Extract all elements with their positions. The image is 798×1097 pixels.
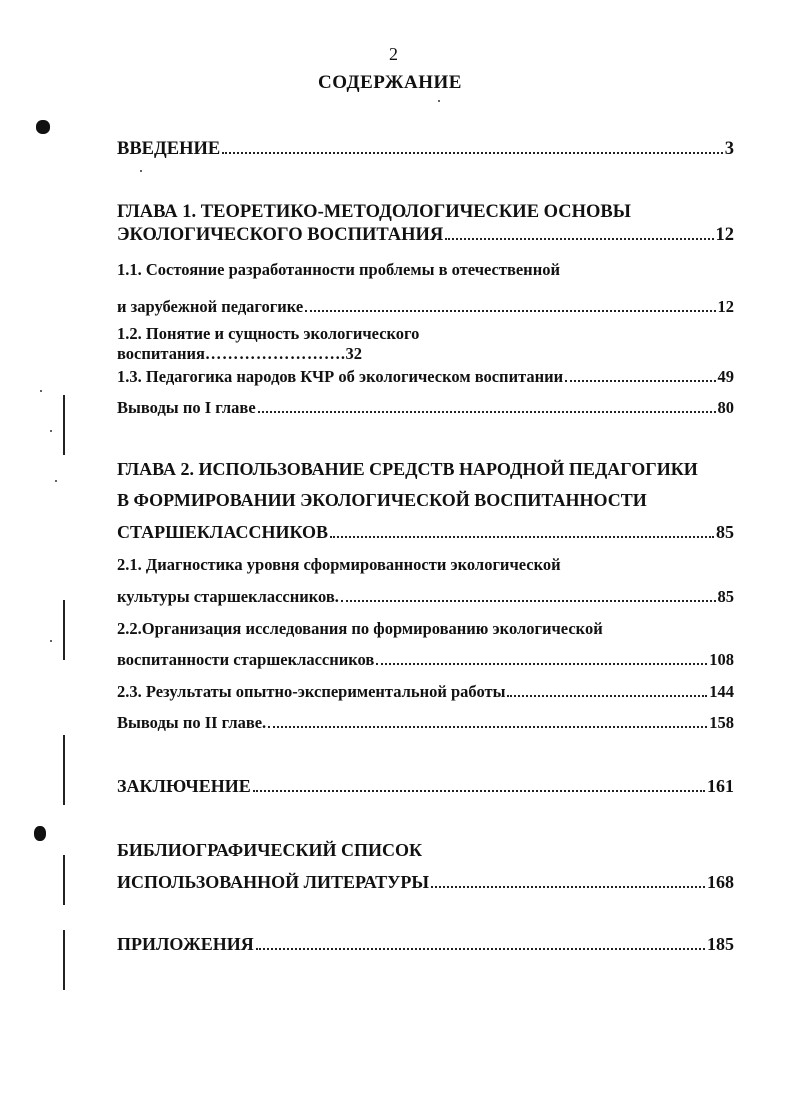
scan-speck: [140, 170, 142, 172]
toc-label: воспитанности старшеклассников: [117, 650, 375, 669]
page-title: СОДЕРЖАНИЕ: [318, 72, 462, 93]
toc-label: 2.3. Результаты опытно-экспериментальной работы: [117, 682, 506, 701]
toc-conclusion-ch1: [117, 398, 734, 418]
toc-entry-conclusion: [117, 776, 734, 797]
toc-page: 3: [724, 139, 734, 159]
toc-section-2-3: [117, 682, 734, 702]
toc-label: 1.1. Состояние разработанности проблемы в отечественной: [117, 260, 560, 279]
toc-label: культуры старшеклассников.: [117, 587, 339, 606]
toc-label: 1.3. Педагогика народов КЧР об экологическом воспитании: [117, 367, 564, 386]
leader-dots: [330, 536, 714, 538]
toc-section-1-1-line1: [117, 260, 560, 280]
toc-page: 185: [707, 934, 734, 954]
leader-dots: [445, 238, 713, 240]
leader-dots: [258, 411, 716, 413]
toc-page: 80: [717, 398, 734, 417]
leader-dots: [341, 600, 716, 602]
scan-speck: [55, 480, 57, 482]
toc-section-1-2-line1: [117, 324, 419, 344]
toc-label: ВВЕДЕНИЕ: [117, 139, 221, 159]
scan-speck: [438, 100, 440, 102]
toc-label: 2.1. Диагностика уровня сформированности экологической: [117, 555, 561, 574]
toc-label: ГЛАВА 2. ИСПОЛЬЗОВАНИЕ СРЕДСТВ НАРОДНОЙ ПЕДАГОГИКИ: [117, 459, 698, 479]
toc-label: ГЛАВА 1. ТЕОРЕТИКО-МЕТОДОЛОГИЧЕСКИЕ ОСНОВЫ: [117, 202, 631, 222]
toc-label: и зарубежной педагогике: [117, 297, 304, 316]
leader-dots: [431, 886, 705, 888]
toc-page: 32: [345, 344, 363, 363]
toc-section-2-2-line1: [117, 619, 603, 639]
page-number: 2: [389, 44, 398, 64]
toc-page: 161: [707, 776, 734, 796]
toc-entry-appendix: [117, 934, 734, 955]
toc-page: 85: [716, 522, 734, 542]
leader-dots: [376, 663, 707, 665]
leader-dots: [256, 948, 705, 950]
binder-hole-mark: [36, 120, 50, 134]
toc-page: 158: [709, 713, 734, 732]
toc-bibliography-line1: [117, 840, 422, 861]
toc-chapter2-line2: [117, 490, 647, 511]
toc-label: ИСПОЛЬЗОВАННОЙ ЛИТЕРАТУРЫ: [117, 872, 430, 892]
leader-dots: [507, 695, 707, 697]
toc-label: воспитания: [117, 344, 205, 363]
toc-chapter2-line3: [117, 522, 734, 543]
toc-label: В ФОРМИРОВАНИИ ЭКОЛОГИЧЕСКОЙ ВОСПИТАННОСТИ: [117, 490, 647, 510]
toc-chapter1-line1: [117, 202, 631, 223]
toc-chapter1-line2: [117, 225, 734, 246]
toc-page: 12: [715, 225, 734, 245]
margin-scan-line: [63, 855, 65, 905]
margin-scan-line: [63, 395, 65, 455]
leader-dots: [305, 310, 715, 312]
toc-page: 49: [717, 367, 734, 386]
toc-bibliography-line2: [117, 872, 734, 893]
toc-section-1-1-line2: [117, 297, 734, 317]
toc-page: 85: [717, 587, 734, 606]
toc-entry-intro: [117, 139, 734, 160]
margin-scan-line: [63, 600, 65, 660]
leader-dots: …………………….: [204, 344, 346, 363]
toc-section-2-1-line1: [117, 555, 561, 575]
toc-page: 168: [707, 872, 734, 892]
toc-page: 108: [709, 650, 734, 669]
scan-speck: [50, 640, 52, 642]
toc-label: СТАРШЕКЛАССНИКОВ: [117, 522, 329, 542]
scan-speck: [50, 430, 52, 432]
toc-label: ЗАКЛЮЧЕНИЕ: [117, 776, 251, 796]
leader-dots: [268, 726, 707, 728]
scan-speck: [40, 390, 42, 392]
toc-label: БИБЛИОГРАФИЧЕСКИЙ СПИСОК: [117, 840, 423, 860]
toc-section-2-2-line2: [117, 650, 734, 670]
toc-chapter2-line1: [117, 459, 698, 480]
margin-scan-line: [63, 930, 65, 990]
binder-hole-mark: [34, 826, 46, 841]
toc-label: ПРИЛОЖЕНИЯ: [117, 934, 254, 954]
toc-page: 144: [709, 682, 734, 701]
toc-section-1-2-line2: [117, 344, 362, 364]
toc-label: ЭКОЛОГИЧЕСКОГО ВОСПИТАНИЯ: [117, 225, 444, 245]
leader-dots: [565, 380, 715, 382]
leader-dots: [253, 790, 705, 792]
toc-section-1-3: [117, 367, 734, 387]
toc-label: 2.2.Организация исследования по формированию экологической: [117, 619, 603, 638]
toc-label: Выводы по I главе: [117, 398, 256, 417]
margin-scan-line: [63, 735, 65, 805]
toc-label: Выводы по II главе.: [117, 713, 267, 732]
toc-section-2-1-line2: [117, 587, 734, 607]
toc-label: 1.2. Понятие и сущность экологического: [117, 324, 420, 343]
leader-dots: [222, 152, 723, 154]
toc-page: 12: [717, 297, 734, 316]
toc-conclusion-ch2: [117, 713, 734, 733]
